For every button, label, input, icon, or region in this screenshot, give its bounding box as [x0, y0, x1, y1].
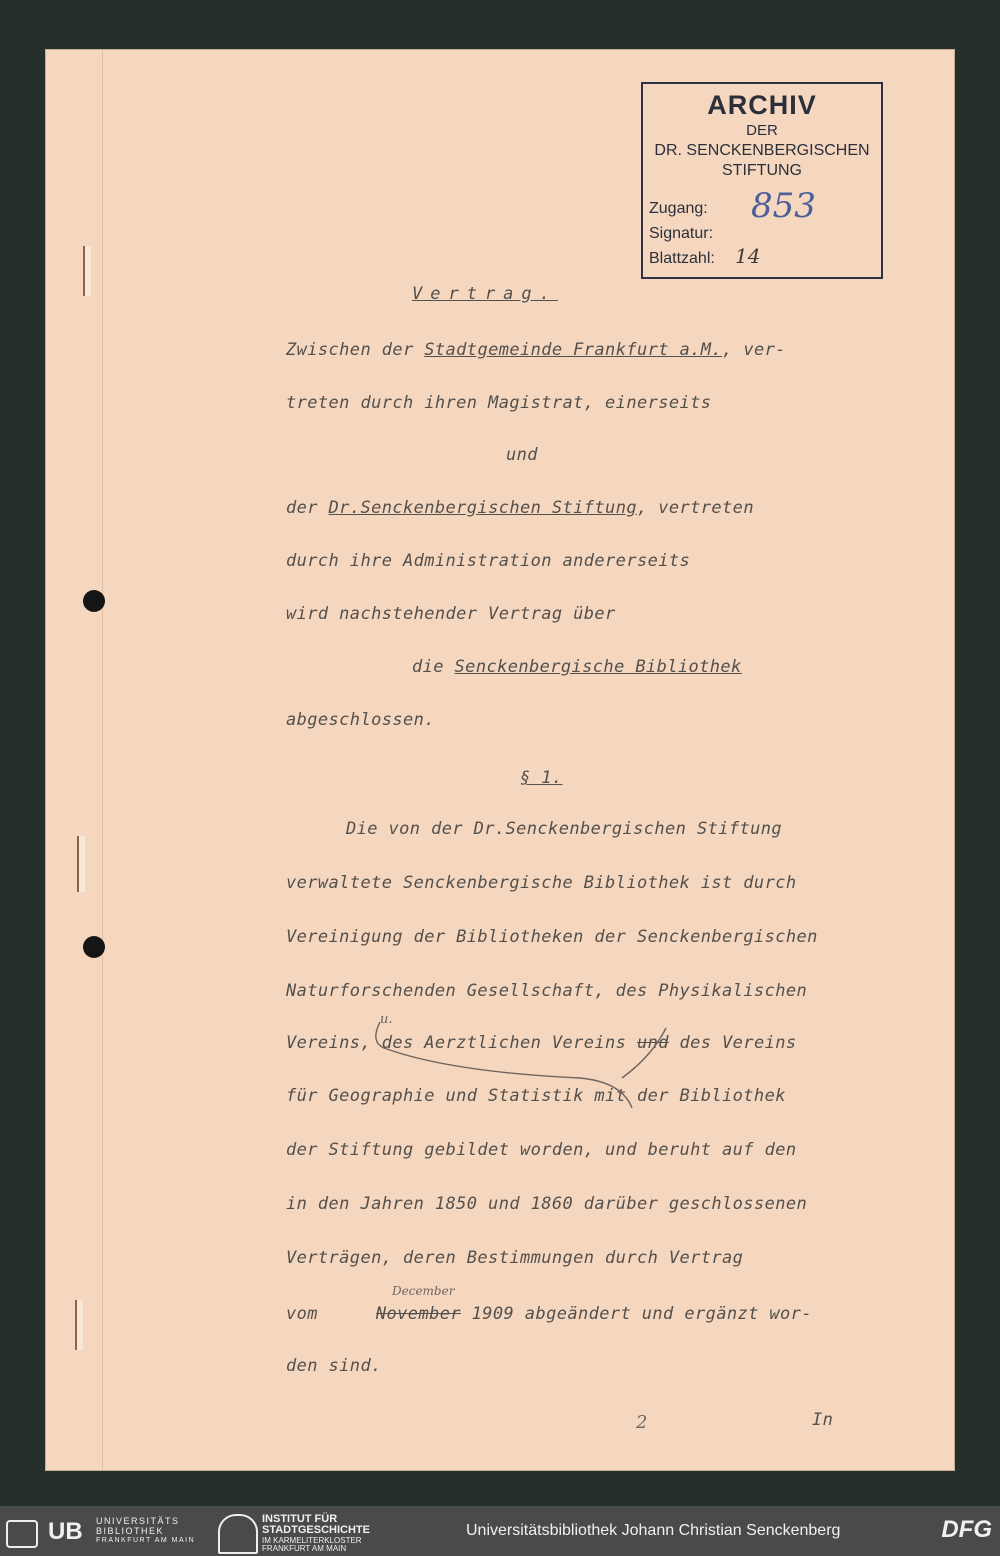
text-line: der Stiftung gebildet worden, und beruht auf den	[286, 1140, 797, 1160]
institute-location: IM KARMELITERKLOSTER FRANKFURT AM MAIN	[262, 1536, 362, 1553]
page-number: 2	[636, 1412, 648, 1433]
text-line: Zwischen der Stadtgemeinde Frankfurt a.M., ver-	[286, 340, 786, 360]
zugang-label: Zugang:	[649, 200, 708, 217]
footer-bar	[0, 1506, 1000, 1556]
text-line: Naturforschenden Gesellschaft, des Physikalischen	[286, 981, 808, 1001]
text-line: vom November 1909 abgeändert und ergänzt wor-	[286, 1304, 812, 1324]
section-number: § 1.	[520, 768, 563, 788]
ub-logo-caption: UNIVERSITÄTS BIBLIOTHEK FRANKFURT AM MAIN	[96, 1516, 196, 1544]
stamp-line: DR. SENCKENBERGISCHEN	[654, 142, 870, 159]
text-line: Die von der Dr.Senckenbergischen Stiftung	[346, 819, 783, 839]
text-line: Verträgen, deren Bestimmungen durch Vertrag	[286, 1248, 744, 1268]
text-line: abgeschlossen.	[286, 710, 435, 730]
institute-logo-icon	[218, 1514, 258, 1554]
dfg-logo: DFG	[941, 1516, 992, 1543]
text-line: treten durch ihren Magistrat, einerseits	[286, 393, 712, 413]
correction-stroke	[360, 1012, 670, 1112]
staple-tear	[83, 246, 91, 296]
footer-caption: Universitätsbibliothek Johann Christian Senckenberg	[466, 1522, 841, 1539]
staple-tear	[75, 1300, 83, 1350]
punch-hole	[83, 590, 105, 612]
text-line: verwaltete Senckenbergische Bibliothek ist durch	[286, 873, 797, 893]
handwritten-insertion: u.	[380, 1012, 393, 1027]
blattzahl-value: 14	[735, 244, 761, 268]
handwritten-correction: December	[392, 1284, 455, 1298]
university-library-logo-icon	[6, 1520, 38, 1548]
ub-logo-text: UB	[48, 1518, 83, 1545]
catchword: In	[812, 1410, 834, 1430]
signatur-label: Signatur:	[649, 225, 714, 242]
text-line: wird nachstehender Vertrag über	[286, 604, 616, 624]
stamp-title: ARCHIV	[707, 90, 817, 120]
stamp-line: DER	[746, 122, 778, 139]
text-line: der Dr.Senckenbergischen Stiftung, vertreten	[286, 498, 754, 518]
archive-stamp	[641, 82, 883, 279]
text-line: Vereinigung der Bibliotheken der Senckenbergischen	[286, 927, 818, 947]
text-line: und	[506, 445, 538, 465]
text-line: durch ihre Administration andererseits	[286, 551, 691, 571]
text-line: für Geographie und Statistik mit der Bibliothek	[286, 1086, 786, 1106]
text-line: Vereins, des Aerztlichen Vereins und des Vereins	[286, 1033, 797, 1053]
blattzahl-label: Blattzahl:	[649, 250, 715, 267]
institute-name: INSTITUT FÜR STADTGESCHICHTE	[262, 1513, 370, 1536]
text-line: in den Jahren 1850 und 1860 darüber geschlossenen	[286, 1194, 808, 1214]
zugang-value: 853	[751, 186, 816, 226]
document-heading: Vertrag.	[412, 284, 558, 304]
text-line: den sind.	[286, 1356, 382, 1376]
stamp-line: STIFTUNG	[722, 162, 802, 179]
text-line: die Senckenbergische Bibliothek	[412, 657, 742, 677]
punch-hole	[83, 936, 105, 958]
staple-tear	[77, 836, 85, 892]
